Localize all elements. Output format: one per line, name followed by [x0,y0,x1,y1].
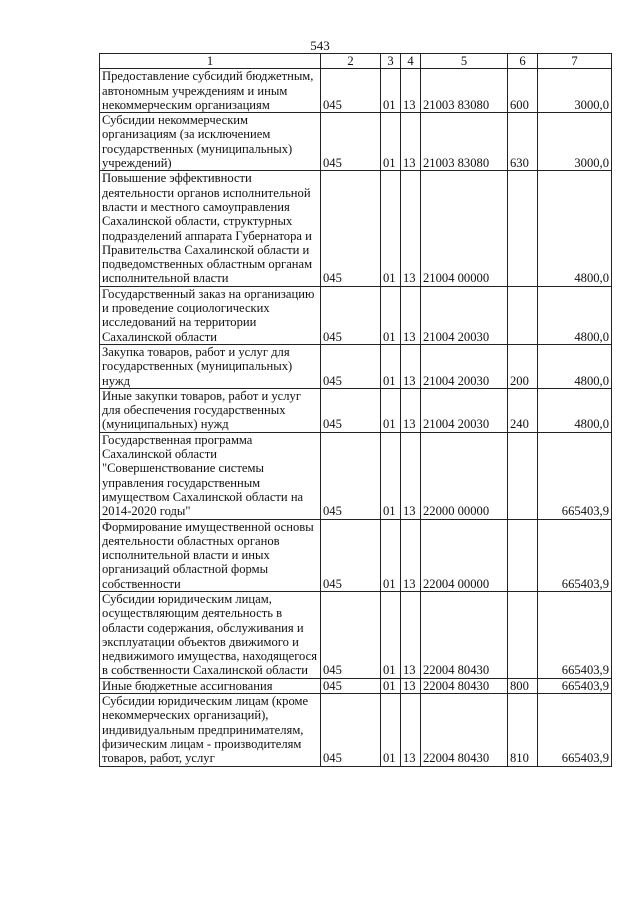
table-row [100,694,612,766]
row-name: Субсидии некоммерческим организациям (за исключением государственных (муниципальных) учреждений) [100,113,321,171]
row-subsection-code: 13 [401,171,421,286]
row-ministry-code: 045 [321,113,381,171]
row-subsection-code: 13 [401,432,421,519]
column-header-7: 7 [538,54,612,69]
row-subsection-code: 13 [401,694,421,766]
row-amount: 665403,9 [538,694,612,766]
row-name: Субсидии юридическим лицам, осуществляющим деятельность в области содержания, обслуживания и эксплуатации объектов движимого и недвижимого имущества, находящегося в собственности Сахалинской области [100,591,321,678]
row-ministry-code: 045 [321,69,381,113]
row-section-code: 01 [381,388,401,432]
table-row [100,432,612,519]
row-target-code: 22000 00000 [421,432,508,519]
row-expense-type-code: 810 [508,694,538,766]
column-header-1: 1 [100,54,321,69]
row-name: Закупка товаров, работ и услуг для государственных (муниципальных) нужд [100,344,321,388]
row-expense-type-code: 600 [508,69,538,113]
row-name: Иные закупки товаров, работ и услуг для обеспечения государственных (муниципальных) нужд [100,388,321,432]
row-name: Предоставление субсидий бюджетным, автономным учреждениям и иным некоммерческим организациям [100,69,321,113]
row-target-code: 22004 00000 [421,519,508,591]
row-expense-type-code: 200 [508,344,538,388]
row-amount: 4800,0 [538,286,612,344]
row-amount: 3000,0 [538,69,612,113]
row-section-code: 01 [381,69,401,113]
row-name: Государственный заказ на организацию и проведение социологических исследований на территории Сахалинской области [100,286,321,344]
row-subsection-code: 13 [401,344,421,388]
row-expense-type-code [508,519,538,591]
row-target-code: 22004 80430 [421,694,508,766]
row-name: Иные бюджетные ассигнования [100,678,321,693]
row-amount: 4800,0 [538,388,612,432]
row-amount: 665403,9 [538,432,612,519]
row-section-code: 01 [381,286,401,344]
row-amount: 4800,0 [538,344,612,388]
row-ministry-code: 045 [321,591,381,678]
row-target-code: 22004 80430 [421,678,508,693]
row-expense-type-code [508,432,538,519]
column-header-3: 3 [381,54,401,69]
row-subsection-code: 13 [401,388,421,432]
table-row [100,388,612,432]
table-body [100,54,612,767]
row-expense-type-code [508,591,538,678]
row-subsection-code: 13 [401,519,421,591]
row-section-code: 01 [381,171,401,286]
row-name: Повышение эффективности деятельности органов исполнительной власти и местного самоуправления Сахалинской области, структурных подразделений аппарата Губернатора и Правительства Сахалинской области и подведомственных областным органам исполнительной власти [100,171,321,286]
row-subsection-code: 13 [401,678,421,693]
row-name: Государственная программа Сахалинской области "Совершенствование системы управления государственным имуществом Сахалинской области на 2014-2020 годы" [100,432,321,519]
column-header-6: 6 [508,54,538,69]
row-name: Субсидии юридическим лицам (кроме некоммерческих организаций), индивидуальным предпринимателям, физическим лицам - производителям товаров, работ, услуг [100,694,321,766]
row-ministry-code: 045 [321,678,381,693]
row-amount: 665403,9 [538,591,612,678]
row-ministry-code: 045 [321,388,381,432]
table-row [100,678,612,693]
row-target-code: 21004 20030 [421,286,508,344]
column-header-4: 4 [401,54,421,69]
row-amount: 4800,0 [538,171,612,286]
budget-table [99,53,612,767]
row-section-code: 01 [381,678,401,693]
column-header-2: 2 [321,54,381,69]
row-name: Формирование имущественной основы деятельности областных органов исполнительной власти и иных организаций областной формы собственности [100,519,321,591]
row-expense-type-code: 240 [508,388,538,432]
row-target-code: 22004 80430 [421,591,508,678]
column-header-5: 5 [421,54,508,69]
row-target-code: 21004 20030 [421,388,508,432]
row-expense-type-code: 800 [508,678,538,693]
row-section-code: 01 [381,591,401,678]
row-section-code: 01 [381,113,401,171]
row-section-code: 01 [381,344,401,388]
row-expense-type-code [508,171,538,286]
row-target-code: 21004 00000 [421,171,508,286]
table-row [100,171,612,286]
row-subsection-code: 13 [401,69,421,113]
row-amount: 665403,9 [538,519,612,591]
row-section-code: 01 [381,432,401,519]
row-ministry-code: 045 [321,344,381,388]
table-row [100,344,612,388]
row-expense-type-code [508,286,538,344]
row-ministry-code: 045 [321,286,381,344]
row-amount: 665403,9 [538,678,612,693]
row-ministry-code: 045 [321,694,381,766]
page-number: 543 [310,38,330,53]
row-target-code: 21004 20030 [421,344,508,388]
row-target-code: 21003 83080 [421,113,508,171]
table-row [100,69,612,113]
table-row [100,519,612,591]
row-section-code: 01 [381,694,401,766]
table-row [100,286,612,344]
row-expense-type-code: 630 [508,113,538,171]
table-row [100,113,612,171]
table-row [100,591,612,678]
row-target-code: 21003 83080 [421,69,508,113]
row-ministry-code: 045 [321,171,381,286]
row-section-code: 01 [381,519,401,591]
row-subsection-code: 13 [401,286,421,344]
column-header-row [100,54,612,69]
row-ministry-code: 045 [321,519,381,591]
row-ministry-code: 045 [321,432,381,519]
row-subsection-code: 13 [401,591,421,678]
row-subsection-code: 13 [401,113,421,171]
row-amount: 3000,0 [538,113,612,171]
